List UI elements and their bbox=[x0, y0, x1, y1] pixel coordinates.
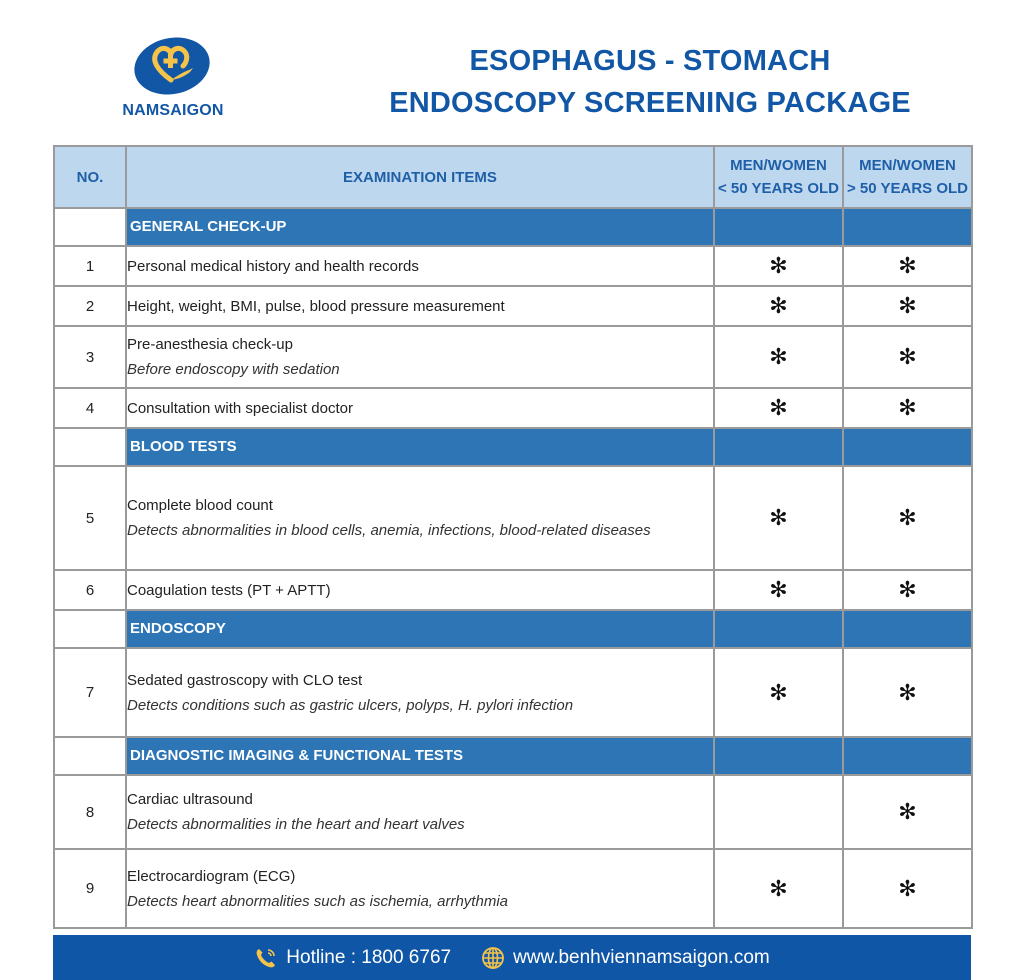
page-title bbox=[360, 40, 940, 124]
included-over-50: ✻ bbox=[843, 849, 972, 928]
website-link[interactable] bbox=[481, 946, 770, 970]
included-over-50: ✻ bbox=[843, 570, 972, 610]
table-row bbox=[54, 286, 972, 326]
included-over-50: ✻ bbox=[843, 648, 972, 737]
item-name: Sedated gastroscopy with CLO test bbox=[127, 671, 363, 689]
row-number: 1 bbox=[54, 246, 126, 286]
included-over-50: ✻ bbox=[843, 466, 972, 570]
header-over-50 bbox=[843, 146, 972, 208]
examination-item bbox=[126, 648, 714, 737]
examination-item bbox=[126, 326, 714, 388]
included-under-50: ✻ bbox=[714, 466, 843, 570]
hotline-text: Hotline : 1800 6767 bbox=[286, 946, 452, 968]
header-under-50-line-2: < 50 YEARS OLD bbox=[717, 180, 840, 197]
section-no-cell bbox=[54, 428, 126, 466]
examination-item bbox=[126, 570, 714, 610]
section-no-cell bbox=[54, 610, 126, 648]
row-number: 7 bbox=[54, 648, 126, 737]
title-line-2: ENDOSCOPY SCREENING PACKAGE bbox=[389, 87, 911, 119]
examination-item bbox=[126, 849, 714, 928]
item-name: Personal medical history and health records bbox=[127, 257, 419, 275]
section-label-cell bbox=[126, 428, 714, 466]
table-row bbox=[54, 648, 972, 737]
table-row bbox=[54, 775, 972, 849]
examination-item bbox=[126, 246, 714, 286]
section-label-cell bbox=[126, 208, 714, 246]
included-under-50: ✻ bbox=[714, 570, 843, 610]
examination-item bbox=[126, 466, 714, 570]
section-label: ENDOSCOPY bbox=[130, 620, 226, 637]
brand-logo bbox=[118, 30, 228, 125]
row-number: 3 bbox=[54, 326, 126, 388]
item-description: Detects heart abnormalities such as ischemia, arrhythmia bbox=[127, 892, 508, 910]
section-cell-under-50 bbox=[714, 208, 843, 246]
examination-item bbox=[126, 286, 714, 326]
heart-cross-logo-icon bbox=[133, 36, 211, 96]
section-label-cell bbox=[126, 737, 714, 775]
footer-bar bbox=[53, 935, 971, 980]
table-row bbox=[54, 326, 972, 388]
row-number: 4 bbox=[54, 388, 126, 428]
section-no-cell bbox=[54, 208, 126, 246]
item-name: Height, weight, BMI, pulse, blood pressure measurement bbox=[127, 297, 505, 315]
package-table bbox=[53, 145, 973, 929]
item-description: Detects conditions such as gastric ulcers, polyps, H. pylori infection bbox=[127, 696, 574, 714]
section-row bbox=[54, 610, 972, 648]
row-number: 8 bbox=[54, 775, 126, 849]
table-row bbox=[54, 388, 972, 428]
row-number: 6 bbox=[54, 570, 126, 610]
header-no: NO. bbox=[54, 146, 126, 208]
included-under-50: ✻ bbox=[714, 648, 843, 737]
item-name: Consultation with specialist doctor bbox=[127, 399, 353, 417]
table-body bbox=[54, 208, 972, 928]
included-over-50: ✻ bbox=[843, 775, 972, 849]
section-cell-over-50 bbox=[843, 610, 972, 648]
section-row bbox=[54, 428, 972, 466]
header-over-50-line-2: > 50 YEARS OLD bbox=[846, 180, 969, 197]
included-over-50: ✻ bbox=[843, 326, 972, 388]
section-label-cell bbox=[126, 610, 714, 648]
section-cell-over-50 bbox=[843, 737, 972, 775]
included-under-50: ✻ bbox=[714, 326, 843, 388]
examination-item bbox=[126, 388, 714, 428]
row-number: 5 bbox=[54, 466, 126, 570]
section-cell-under-50 bbox=[714, 610, 843, 648]
section-no-cell bbox=[54, 737, 126, 775]
examination-item bbox=[126, 775, 714, 849]
table-header-row bbox=[54, 146, 972, 208]
brand-name: NAMSAIGON bbox=[122, 102, 224, 119]
website-text: www.benhviennamsaigon.com bbox=[513, 946, 770, 968]
section-cell-over-50 bbox=[843, 428, 972, 466]
row-number: 2 bbox=[54, 286, 126, 326]
section-label: BLOOD TESTS bbox=[130, 438, 237, 455]
section-label: DIAGNOSTIC IMAGING & FUNCTIONAL TESTS bbox=[130, 747, 464, 764]
item-description: Before endoscopy with sedation bbox=[127, 361, 340, 378]
hotline[interactable] bbox=[254, 946, 451, 970]
phone-icon bbox=[254, 946, 278, 970]
item-description: Detects abnormalities in blood cells, anemia, infections, blood-related diseases bbox=[127, 522, 651, 539]
section-label: GENERAL CHECK-UP bbox=[130, 218, 287, 235]
header-under-50-line-1: MEN/WOMEN bbox=[730, 157, 827, 174]
table-row bbox=[54, 246, 972, 286]
section-row bbox=[54, 208, 972, 246]
row-number: 9 bbox=[54, 849, 126, 928]
globe-icon bbox=[481, 946, 505, 970]
item-name: Electrocardiogram (ECG) bbox=[127, 867, 296, 885]
table-row bbox=[54, 849, 972, 928]
section-cell-over-50 bbox=[843, 208, 972, 246]
included-over-50: ✻ bbox=[843, 388, 972, 428]
item-name: Pre-anesthesia check-up bbox=[127, 336, 293, 353]
table-row bbox=[54, 570, 972, 610]
included-under-50: ✻ bbox=[714, 388, 843, 428]
item-name: Coagulation tests (PT + APTT) bbox=[127, 581, 331, 599]
item-description: Detects abnormalities in the heart and heart valves bbox=[127, 816, 465, 833]
included-over-50: ✻ bbox=[843, 246, 972, 286]
included-under-50 bbox=[714, 775, 843, 849]
item-name: Complete blood count bbox=[127, 497, 273, 514]
header-under-50 bbox=[714, 146, 843, 208]
included-under-50: ✻ bbox=[714, 849, 843, 928]
table-row bbox=[54, 466, 972, 570]
title-line-1: ESOPHAGUS - STOMACH bbox=[469, 45, 831, 77]
section-row bbox=[54, 737, 972, 775]
header-examination-items: EXAMINATION ITEMS bbox=[126, 146, 714, 208]
included-under-50: ✻ bbox=[714, 246, 843, 286]
included-under-50: ✻ bbox=[714, 286, 843, 326]
included-over-50: ✻ bbox=[843, 286, 972, 326]
section-cell-under-50 bbox=[714, 737, 843, 775]
section-cell-under-50 bbox=[714, 428, 843, 466]
header-over-50-line-1: MEN/WOMEN bbox=[859, 157, 956, 174]
item-name: Cardiac ultrasound bbox=[127, 791, 253, 808]
